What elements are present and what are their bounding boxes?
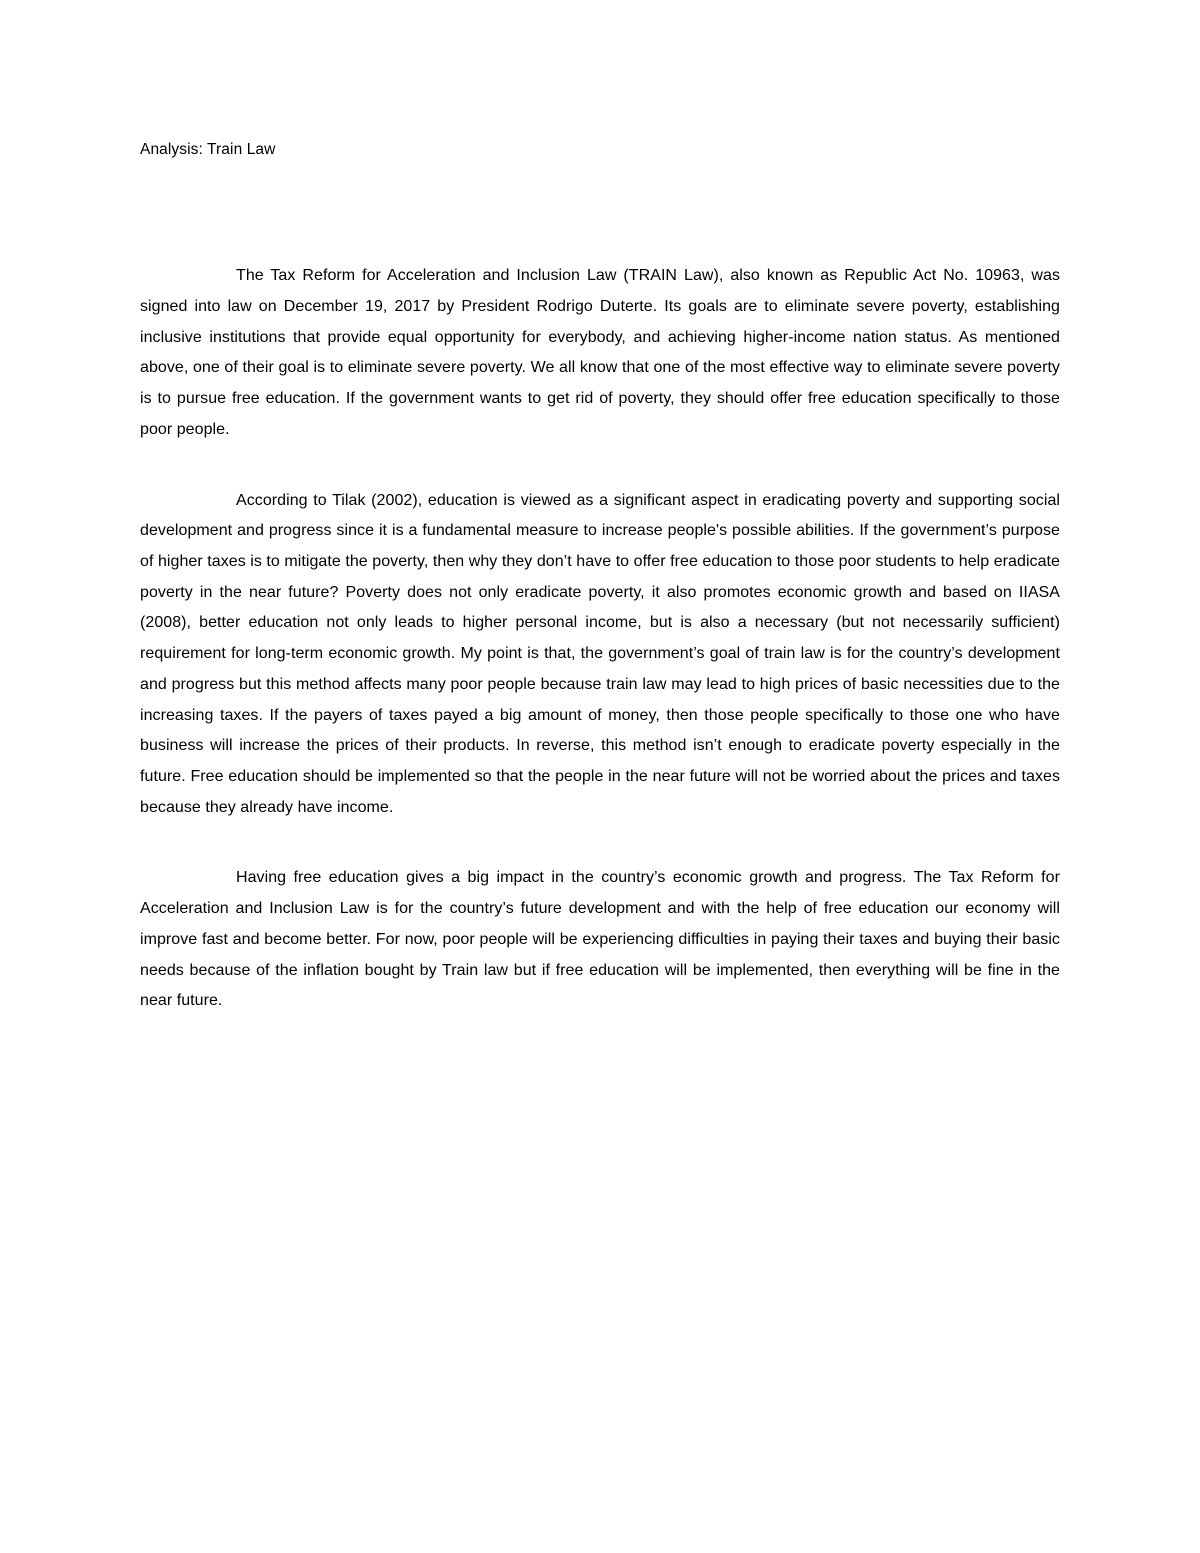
document-body xyxy=(140,138,1060,1017)
document-title: Analysis: Train Law xyxy=(140,141,276,158)
paragraph-1 xyxy=(140,261,1060,445)
paragraph-3-text: Having free education gives a big impact in the country’s economic growth and progress. The Tax Reform for Acceleration and Inclusion Law is for the country’s future development and with the help of free education our economy will improve fast and become better. For now, poor people will be experiencing difficulties in paying their taxes and buying their basic needs because of the inflation bought by Train law but if free education will be implemented, then everything will be fine in the near future. xyxy=(140,869,1060,1010)
title-spacer xyxy=(140,161,1060,261)
paragraph-1-text: The Tax Reform for Acceleration and Inclusion Law (TRAIN Law), also known as Republic Act No. 10963, was signed into law on December 19, 2017 by President Rodrigo Duterte. Its goals are to eliminate severe poverty, establishing inclusive institutions that provide equal opportunity for everybody, and achieving higher-income nation status. As mentioned above, one of their goal is to eliminate severe poverty. We all know that one of the most effective way to eliminate severe poverty is to pursue free education. If the government wants to get rid of poverty, they should offer free education specifically to those poor people. xyxy=(140,267,1060,438)
paragraph-2-text: According to Tilak (2002), education is viewed as a significant aspect in eradicating poverty and supporting social development and progress since it is a fundamental measure to increase people's possible abilities. If the government’s purpose of higher taxes is to mitigate the poverty, then why they don’t have to offer free education to those poor students to help eradicate poverty in the near future? Poverty does not only eradicate poverty, it also promotes economic growth and based on IIASA (2008), better education not only leads to higher personal income, but is also a necessary (but not necessarily sufficient) requirement for long-term economic growth. My point is that, the government’s goal of train law is for the country’s development and progress but this method affects many poor people because train law may lead to high prices of basic necessities due to the increasing taxes. If the payers of taxes payed a big amount of money, then those people specifically to those one who have business will increase the prices of their products. In reverse, this method isn’t enough to eradicate poverty especially in the future. Free education should be implemented so that the people in the near future will not be worried about the prices and taxes because they already have income. xyxy=(140,491,1060,816)
paragraph-2 xyxy=(140,486,1060,824)
paragraph-3 xyxy=(140,863,1060,1017)
